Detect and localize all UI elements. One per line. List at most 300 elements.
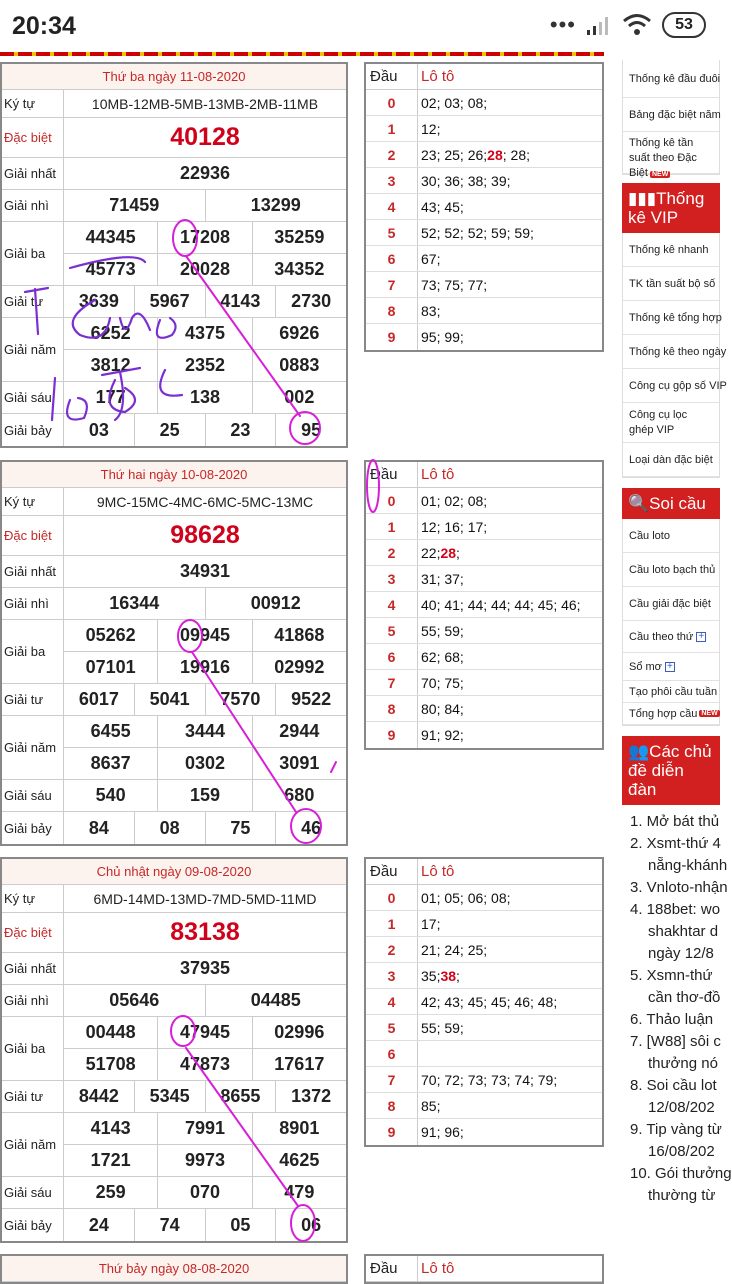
prize-values <box>64 913 346 952</box>
prize-values <box>64 684 346 715</box>
loto-head-digit: 6 <box>366 246 418 271</box>
prize-number: 680 <box>252 780 346 811</box>
loto-row <box>366 937 602 963</box>
sidebar-vip-item[interactable]: Công cụ lọc ghép VIP <box>623 403 719 443</box>
prize-values <box>64 620 346 683</box>
row-dac-biet <box>2 118 346 158</box>
prize-line <box>64 118 346 157</box>
loto-numbers: 73; 75; 77; <box>421 276 488 293</box>
result-date-title: Thứ hai ngày 10-08-2020 <box>2 462 346 488</box>
loto-highlight: 38 <box>440 967 457 984</box>
prize-number: 47873 <box>157 1049 251 1080</box>
prize-number: 4375 <box>157 318 251 349</box>
prize-values <box>64 158 346 189</box>
row-ky-tu <box>2 90 346 118</box>
loto-numbers: 01; 05; 06; 08; <box>421 889 511 906</box>
prize-label: Đặc biệt <box>2 516 64 555</box>
prize-values <box>64 556 346 587</box>
prize-number: 25 <box>134 414 205 446</box>
loto-numbers: 62; 68; <box>421 648 464 665</box>
prize-label: Giải bảy <box>2 1209 64 1241</box>
forum-topic[interactable]: 10. Gói thưởng <box>630 1165 732 1182</box>
prize-values <box>64 953 346 984</box>
wifi-icon <box>622 13 652 37</box>
sidebar-vip-item[interactable]: Loại dàn đặc biệt <box>623 443 719 477</box>
prize-line <box>64 953 346 984</box>
loto-row <box>366 194 602 220</box>
loto-head-digit: 5 <box>366 220 418 245</box>
prize-label: Giải ba <box>2 222 64 285</box>
loto-row <box>366 1119 602 1145</box>
prize-line <box>64 684 346 715</box>
new-badge: NEW <box>651 171 669 178</box>
loto-table-2 <box>364 857 604 1147</box>
prize-number: 9973 <box>157 1145 251 1176</box>
forum-topic[interactable]: nẵng-khánh <box>648 857 728 874</box>
prize-number: 3812 <box>90 355 131 375</box>
loto-numbers: 35; 38 ; <box>421 967 460 984</box>
sidebar-soi-label: Cầu loto bạch thủ <box>629 563 716 576</box>
prize-number: 6926 <box>252 318 346 349</box>
loto-head-digit: 1 <box>366 911 418 936</box>
prize-label: Đặc biệt <box>2 118 64 157</box>
status-time: 20:34 <box>12 12 76 40</box>
prize-number: 070 <box>157 1177 251 1208</box>
prize-number: 4625 <box>252 1145 346 1176</box>
prize-line <box>64 90 346 117</box>
result-date-title: Thứ ba ngày 11-08-2020 <box>2 64 346 90</box>
forum-topic[interactable]: 12/08/202 <box>648 1099 715 1116</box>
loto-numbers: 55; 59; <box>421 1019 464 1036</box>
row-giai-sau <box>2 1177 346 1209</box>
loto-header-loto: Lô tô <box>421 68 455 85</box>
result-block-0 <box>0 62 348 448</box>
prize-number: 7991 <box>157 1113 251 1144</box>
forum-topic[interactable]: 16/08/202 <box>648 1143 715 1160</box>
prize-label: Giải năm <box>2 716 64 779</box>
loto-head-digit: 6 <box>366 644 418 669</box>
prize-values <box>64 516 346 555</box>
row-giai-nhat <box>2 953 346 985</box>
loto-head-digit: 9 <box>366 722 418 748</box>
prize-number: 95 <box>275 414 346 446</box>
loto-row <box>366 963 602 989</box>
prize-values <box>64 382 346 413</box>
row-giai-bay <box>2 414 346 446</box>
row-giai-nhi <box>2 190 346 222</box>
sidebar-vip-item[interactable]: Thống kê nhanh <box>623 233 719 267</box>
prize-number: 13299 <box>205 190 347 221</box>
row-giai-nhat <box>2 158 346 190</box>
row-giai-nhat <box>2 556 346 588</box>
prize-number: 19916 <box>157 652 251 683</box>
loto-head-digit: 0 <box>366 488 418 513</box>
loto-row <box>366 168 602 194</box>
prize-values <box>64 588 346 619</box>
loto-numbers: 43; 45; <box>421 198 464 215</box>
loto-row <box>366 1015 602 1041</box>
loto-head-digit: 4 <box>366 592 418 617</box>
prize-label: Ký tự <box>2 90 64 117</box>
prize-label: Giải sáu <box>2 780 64 811</box>
row-giai-ba <box>2 222 346 286</box>
prize-line <box>64 588 346 619</box>
forum-topic[interactable]: shakhtar d <box>648 923 719 940</box>
forum-topic[interactable]: 1. Mở bát thủ <box>630 813 720 830</box>
loto-header-dau: Đầu <box>366 64 418 89</box>
forum-topic[interactable]: 3. Vnloto-nhận <box>630 879 728 896</box>
prize-line <box>64 488 346 515</box>
prize-number: 09945 <box>157 620 251 651</box>
loto-table-3 <box>364 1254 604 1284</box>
result-block-3 <box>0 1254 348 1284</box>
prize-line <box>64 885 346 912</box>
prize-label: Giải nhì <box>2 190 64 221</box>
loto-row <box>366 618 602 644</box>
prize-number: 23 <box>205 414 276 446</box>
sidebar-soi-item[interactable] <box>623 681 719 703</box>
loto-numbers: 40; 41; 44; 44; 44; 45; 46; <box>421 596 581 613</box>
prize-label: Ký tự <box>2 885 64 912</box>
forum-topic[interactable]: ngày 12/8 <box>648 945 714 962</box>
result-date-title: Chủ nhật ngày 09-08-2020 <box>2 859 346 885</box>
loto-head-digit: 3 <box>366 963 418 988</box>
prize-line <box>64 1144 346 1176</box>
loto-highlight: 28 <box>440 544 457 561</box>
loto-numbers: 23; 25; 26; 28 ; 28; <box>421 146 530 163</box>
loto-row <box>366 644 602 670</box>
loto-head-digit: 3 <box>366 566 418 591</box>
sidebar-soi-label: Cầu giải đặc biệt <box>629 597 711 610</box>
row-giai-nhi <box>2 588 346 620</box>
sidebar-soi-item[interactable] <box>623 653 719 681</box>
loto-numbers: 95; 99; <box>421 329 464 345</box>
prize-line <box>64 651 346 683</box>
loto-row <box>366 911 602 937</box>
prize-label: Giải bảy <box>2 414 64 446</box>
loto-head-digit: 2 <box>366 937 418 962</box>
prize-label: Giải nhất <box>2 953 64 984</box>
prize-number: 05646 <box>109 990 160 1010</box>
forum-topic[interactable]: 5. Xsmn-thứ <box>630 967 713 984</box>
loto-head-digit: 8 <box>366 298 418 323</box>
vip-list <box>622 233 727 478</box>
prize-number: 8901 <box>252 1113 346 1144</box>
prize-number: 6252 <box>90 323 131 343</box>
prize-values <box>64 885 346 912</box>
loto-row <box>366 488 602 514</box>
prize-values <box>64 780 346 811</box>
loto-header-loto: Lô tô <box>421 863 455 880</box>
prize-number: 41868 <box>252 620 346 651</box>
loto-numbers: 30; 36; 38; 39; <box>421 172 511 189</box>
prize-number: 6455 <box>90 721 131 741</box>
sidebar-item-tan-suat[interactable]: Thống kê tần suất theo Đặc Biệt NEW <box>623 132 719 174</box>
prize-label: Giải ba <box>2 1017 64 1080</box>
prize-line <box>64 1209 346 1241</box>
sidebar-soi-label: Cầu theo thứ <box>629 630 694 643</box>
loto-row <box>366 298 602 324</box>
row-giai-bay <box>2 1209 346 1241</box>
prize-number: 2730 <box>275 286 346 317</box>
prize-number: 84 <box>88 817 109 838</box>
prize-number: 06 <box>275 1209 346 1241</box>
prize-label: Giải tư <box>2 684 64 715</box>
prize-line <box>64 158 346 189</box>
sidebar <box>622 60 732 1280</box>
result-block-1 <box>0 460 348 846</box>
prize-line <box>64 253 346 285</box>
row-ky-tu <box>2 488 346 516</box>
prize-line <box>64 620 346 651</box>
prize-values <box>64 118 346 157</box>
prize-label: Ký tự <box>2 488 64 515</box>
prize-line <box>64 222 346 253</box>
forum-topic[interactable]: cần thơ-đồ <box>648 989 721 1006</box>
sidebar-vip-item[interactable]: Công cụ gộp số VIP <box>623 369 719 403</box>
prize-values <box>64 1113 346 1176</box>
new-badge: NEW <box>701 710 718 717</box>
row-giai-sau <box>2 382 346 414</box>
sidebar-soi-label: Cầu loto <box>629 529 670 542</box>
loto-header-dau: Đầu <box>366 859 418 884</box>
loto-row <box>366 592 602 618</box>
prize-values <box>64 812 346 844</box>
loto-numbers: 17; <box>421 915 441 932</box>
forum-topic[interactable]: 6. Thảo luận <box>630 1011 714 1028</box>
loto-numbers: 70; 72; 73; 73; 74; 79; <box>421 1071 558 1088</box>
loto-head-digit: 2 <box>366 142 418 167</box>
loto-row <box>366 90 602 116</box>
prize-number: 02996 <box>252 1017 346 1048</box>
status-bar <box>0 0 720 52</box>
loto-numbers: 52; 52; 52; 59; 59; <box>421 224 534 241</box>
loto-row <box>366 696 602 722</box>
loto-row <box>366 1093 602 1119</box>
loto-numbers: 67; <box>421 250 441 267</box>
loto-head-digit: 4 <box>366 989 418 1014</box>
prize-number: 07101 <box>85 657 136 677</box>
sidebar-item-bang-dac-biet[interactable]: Bảng đặc biệt năm <box>623 98 719 132</box>
prize-values <box>64 190 346 221</box>
loto-head-digit: 9 <box>366 324 418 350</box>
prize-line <box>64 1081 346 1112</box>
plus-icon: + <box>696 632 706 642</box>
prize-number: 5041 <box>134 684 205 715</box>
prize-values <box>64 1177 346 1208</box>
loto-header <box>366 859 602 885</box>
sidebar-soi-item[interactable] <box>623 703 719 725</box>
loto-header-loto: Lô tô <box>421 466 455 483</box>
prize-line <box>64 1017 346 1048</box>
prize-number: 479 <box>252 1177 346 1208</box>
prize-number: 16344 <box>109 593 160 613</box>
row-giai-ba <box>2 1017 346 1081</box>
prize-number: 9522 <box>275 684 346 715</box>
forum-section-header: 👥Các chủ đề diễn đàn <box>622 736 720 805</box>
loto-row <box>366 1067 602 1093</box>
prize-values <box>64 286 346 317</box>
sidebar-vip-item[interactable]: TK tần suất bộ số <box>623 267 719 301</box>
prize-number: 34352 <box>252 254 346 285</box>
sidebar-vip-item[interactable]: Thống kê tổng hợp <box>623 301 719 335</box>
loto-row <box>366 1041 602 1067</box>
loto-row <box>366 116 602 142</box>
forum-topic[interactable]: 9. Tip vàng từ <box>630 1121 722 1138</box>
prize-line <box>64 913 346 952</box>
prize-number: 177 <box>95 387 126 407</box>
loto-header <box>366 64 602 90</box>
loto-header-dau: Đầu <box>366 462 418 487</box>
loto-row <box>366 514 602 540</box>
prize-number: 2944 <box>252 716 346 747</box>
loto-header <box>366 462 602 488</box>
prize-number: 17208 <box>157 222 251 253</box>
row-giai-sau <box>2 780 346 812</box>
prize-number: 47945 <box>157 1017 251 1048</box>
soi-cau-list <box>622 519 720 726</box>
prize-number: 74 <box>134 1209 205 1241</box>
prize-number: 138 <box>157 382 251 413</box>
prize-number: 71459 <box>109 195 160 215</box>
prize-line <box>64 349 346 381</box>
prize-line <box>64 318 346 349</box>
loto-row <box>366 566 602 592</box>
prize-number: 02992 <box>252 652 346 683</box>
loto-header: Đầu Lô tô <box>366 1256 602 1282</box>
prize-number: 0883 <box>252 350 346 381</box>
prize-number: 00448 <box>85 1022 136 1042</box>
bar-chart-icon: ▮▮▮ <box>628 189 657 208</box>
forum-topic[interactable]: 8. Soi cầu lot <box>630 1077 717 1094</box>
prize-line <box>64 516 346 555</box>
sidebar-item-dau-duoi[interactable]: Thống kê đầu đuôi <box>623 60 719 98</box>
top-banner-strip <box>0 52 604 56</box>
soi-cau-section-header: 🔍Soi cầu <box>622 488 720 519</box>
loto-numbers: 12; <box>421 120 441 137</box>
prize-number: 8637 <box>90 753 131 773</box>
loto-head-digit: 9 <box>366 1119 418 1145</box>
forum-topic[interactable]: 2. Xsmt-thứ 4 <box>630 835 721 852</box>
prize-number: 51708 <box>85 1054 136 1074</box>
forum-topic[interactable]: 7. [W88] sôi c <box>630 1033 721 1050</box>
prize-line <box>64 190 346 221</box>
prize-number: 6MD-14MD-13MD-7MD-5MD-11MD <box>93 890 317 907</box>
loto-head-digit: 4 <box>366 194 418 219</box>
row-giai-nam <box>2 1113 346 1177</box>
prize-number: 83138 <box>170 918 240 946</box>
prize-number: 7570 <box>205 684 276 715</box>
loto-row <box>366 885 602 911</box>
loto-table-1 <box>364 460 604 750</box>
prize-number: 22936 <box>179 163 231 183</box>
prize-number: 8442 <box>78 1086 119 1106</box>
forum-topic[interactable]: 4. 188bet: wo <box>630 901 721 918</box>
prize-label: Giải nhì <box>2 588 64 619</box>
prize-number: 1721 <box>90 1150 131 1170</box>
prize-line <box>64 985 346 1016</box>
row-ky-tu <box>2 885 346 913</box>
loto-numbers: 91; 92; <box>421 727 464 743</box>
prize-line <box>64 1177 346 1208</box>
vip-section-header: ▮▮▮Thống kê VIP <box>622 183 720 233</box>
prize-number: 259 <box>95 1182 126 1202</box>
prize-number: 5967 <box>134 286 205 317</box>
sidebar-soi-item[interactable] <box>623 519 719 553</box>
sidebar-soi-item[interactable] <box>623 621 719 653</box>
loto-numbers: 70; 75; <box>421 674 464 691</box>
prize-number: 40128 <box>170 123 240 151</box>
forum-topic[interactable]: thường từ <box>648 1187 716 1204</box>
prize-line <box>64 747 346 779</box>
prize-values <box>64 1017 346 1080</box>
prize-label: Giải năm <box>2 1113 64 1176</box>
loto-numbers: 42; 43; 45; 45; 46; 48; <box>421 993 558 1010</box>
prize-number: 46 <box>275 812 346 844</box>
row-giai-tu <box>2 684 346 716</box>
plus-icon: + <box>665 662 675 672</box>
loto-head-digit: 7 <box>366 670 418 695</box>
loto-numbers: 83; <box>421 302 441 319</box>
loto-head-digit: 1 <box>366 514 418 539</box>
prize-values <box>64 222 346 285</box>
sidebar-vip-item[interactable]: Thống kê theo ngày <box>623 335 719 369</box>
sidebar-soi-item[interactable] <box>623 587 719 621</box>
loto-numbers: 12; 16; 17; <box>421 518 488 535</box>
loto-row <box>366 670 602 696</box>
prize-number: 37935 <box>179 958 231 978</box>
loto-numbers: 01; 02; 08; <box>421 492 488 509</box>
forum-topic[interactable]: thưởng nó <box>648 1055 718 1072</box>
loto-head-digit: 2 <box>366 540 418 565</box>
prize-number: 44345 <box>85 227 136 247</box>
loto-head-digit: 5 <box>366 1015 418 1040</box>
prize-line <box>64 1048 346 1080</box>
sidebar-soi-label: Tạo phôi cầu tuần <box>629 685 718 698</box>
prize-number: 17617 <box>252 1049 346 1080</box>
loto-numbers: 02; 03; 08; <box>421 94 488 111</box>
loto-highlight: 28 <box>487 146 503 163</box>
sidebar-soi-item[interactable] <box>623 553 719 587</box>
loto-head-digit: 8 <box>366 696 418 721</box>
loto-numbers: 22; 28 ; <box>421 544 460 561</box>
prize-line <box>64 286 346 317</box>
prize-values <box>64 1209 346 1241</box>
prize-number: 4143 <box>90 1118 131 1138</box>
prize-number: 3091 <box>252 748 346 779</box>
prize-values <box>64 318 346 381</box>
prize-number: 6017 <box>78 689 119 709</box>
sidebar-soi-label: Sổ mơ <box>629 660 662 673</box>
prize-number: 35259 <box>252 222 346 253</box>
prize-line <box>64 414 346 446</box>
loto-row <box>366 989 602 1015</box>
loto-row <box>366 272 602 298</box>
prize-label: Đặc biệt <box>2 913 64 952</box>
prize-line <box>64 382 346 413</box>
result-block-2 <box>0 857 348 1243</box>
loto-head-digit: 8 <box>366 1093 418 1118</box>
prize-label: Giải nhất <box>2 158 64 189</box>
prize-number: 05 <box>205 1209 276 1241</box>
loto-head-digit: 0 <box>366 885 418 910</box>
prize-label: Giải nhì <box>2 985 64 1016</box>
search-icon: 🔍 <box>628 494 650 513</box>
prize-number: 3639 <box>78 291 119 311</box>
prize-label: Giải ba <box>2 620 64 683</box>
prize-line <box>64 716 346 747</box>
row-giai-ba <box>2 620 346 684</box>
